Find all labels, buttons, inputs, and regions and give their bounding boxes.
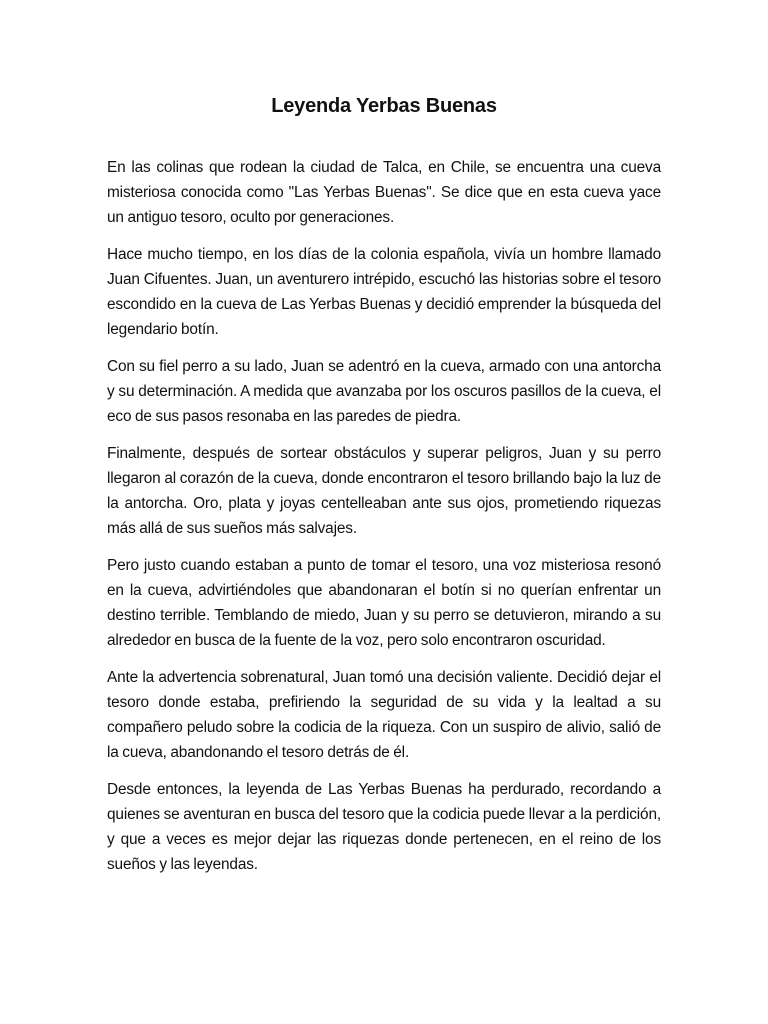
- document-title: Leyenda Yerbas Buenas: [271, 95, 497, 117]
- paragraph-7: Desde entonces, la leyenda de Las Yerbas Buenas ha perdurado, recordando a quienes se aventuran en busca del tesoro que la codicia puede llevar a la perdición, y que a veces es mejor dejar las riquezas donde pertenecen, en el reino de los sueños y las leyendas.: [107, 781, 661, 873]
- paragraph-1: En las colinas que rodean la ciudad de Talca, en Chile, se encuentra una cueva misteriosa conocida como "Las Yerbas Buenas". Se dice que en esta cueva yace un antiguo tesoro, oculto por generaciones.: [107, 159, 661, 226]
- paragraph-2: Hace mucho tiempo, en los días de la colonia española, vivía un hombre llamado Juan Cifuentes. Juan, un aventurero intrépido, escuchó las historias sobre el tesoro escondido en la cueva de Las Yerbas Buenas y decidió emprender la búsqueda del legendario botín.: [107, 246, 661, 338]
- paragraph-6: Ante la advertencia sobrenatural, Juan tomó una decisión valiente. Decidió dejar el tesoro donde estaba, prefiriendo la seguridad de su vida y la lealtad a su compañero peludo sobre la codicia de la riqueza. Con un suspiro de alivio, salió de la cueva, abandonando el tesoro detrás de él.: [107, 669, 661, 761]
- document-body: [107, 155, 661, 889]
- paragraph-4: Finalmente, después de sortear obstáculos y superar peligros, Juan y su perro llegaron al corazón de la cueva, donde encontraron el tesoro brillando bajo la luz de la antorcha. Oro, plata y joyas centelleaban ante sus ojos, prometiendo riquezas más allá de sus sueños más salvajes.: [107, 445, 661, 537]
- paragraph-5: Pero justo cuando estaban a punto de tomar el tesoro, una voz misteriosa resonó en la cueva, advirtiéndoles que abandonaran el botín si no querían enfrentar un destino terrible. Temblando de miedo, Juan y su perro se detuvieron, mirando a su alrededor en busca de la fuente de la voz, pero solo encontraron oscuridad.: [107, 557, 661, 649]
- paragraph-3: Con su fiel perro a su lado, Juan se adentró en la cueva, armado con una antorcha y su determinación. A medida que avanzaba por los oscuros pasillos de la cueva, el eco de sus pasos resonaba en las paredes de piedra.: [107, 358, 661, 425]
